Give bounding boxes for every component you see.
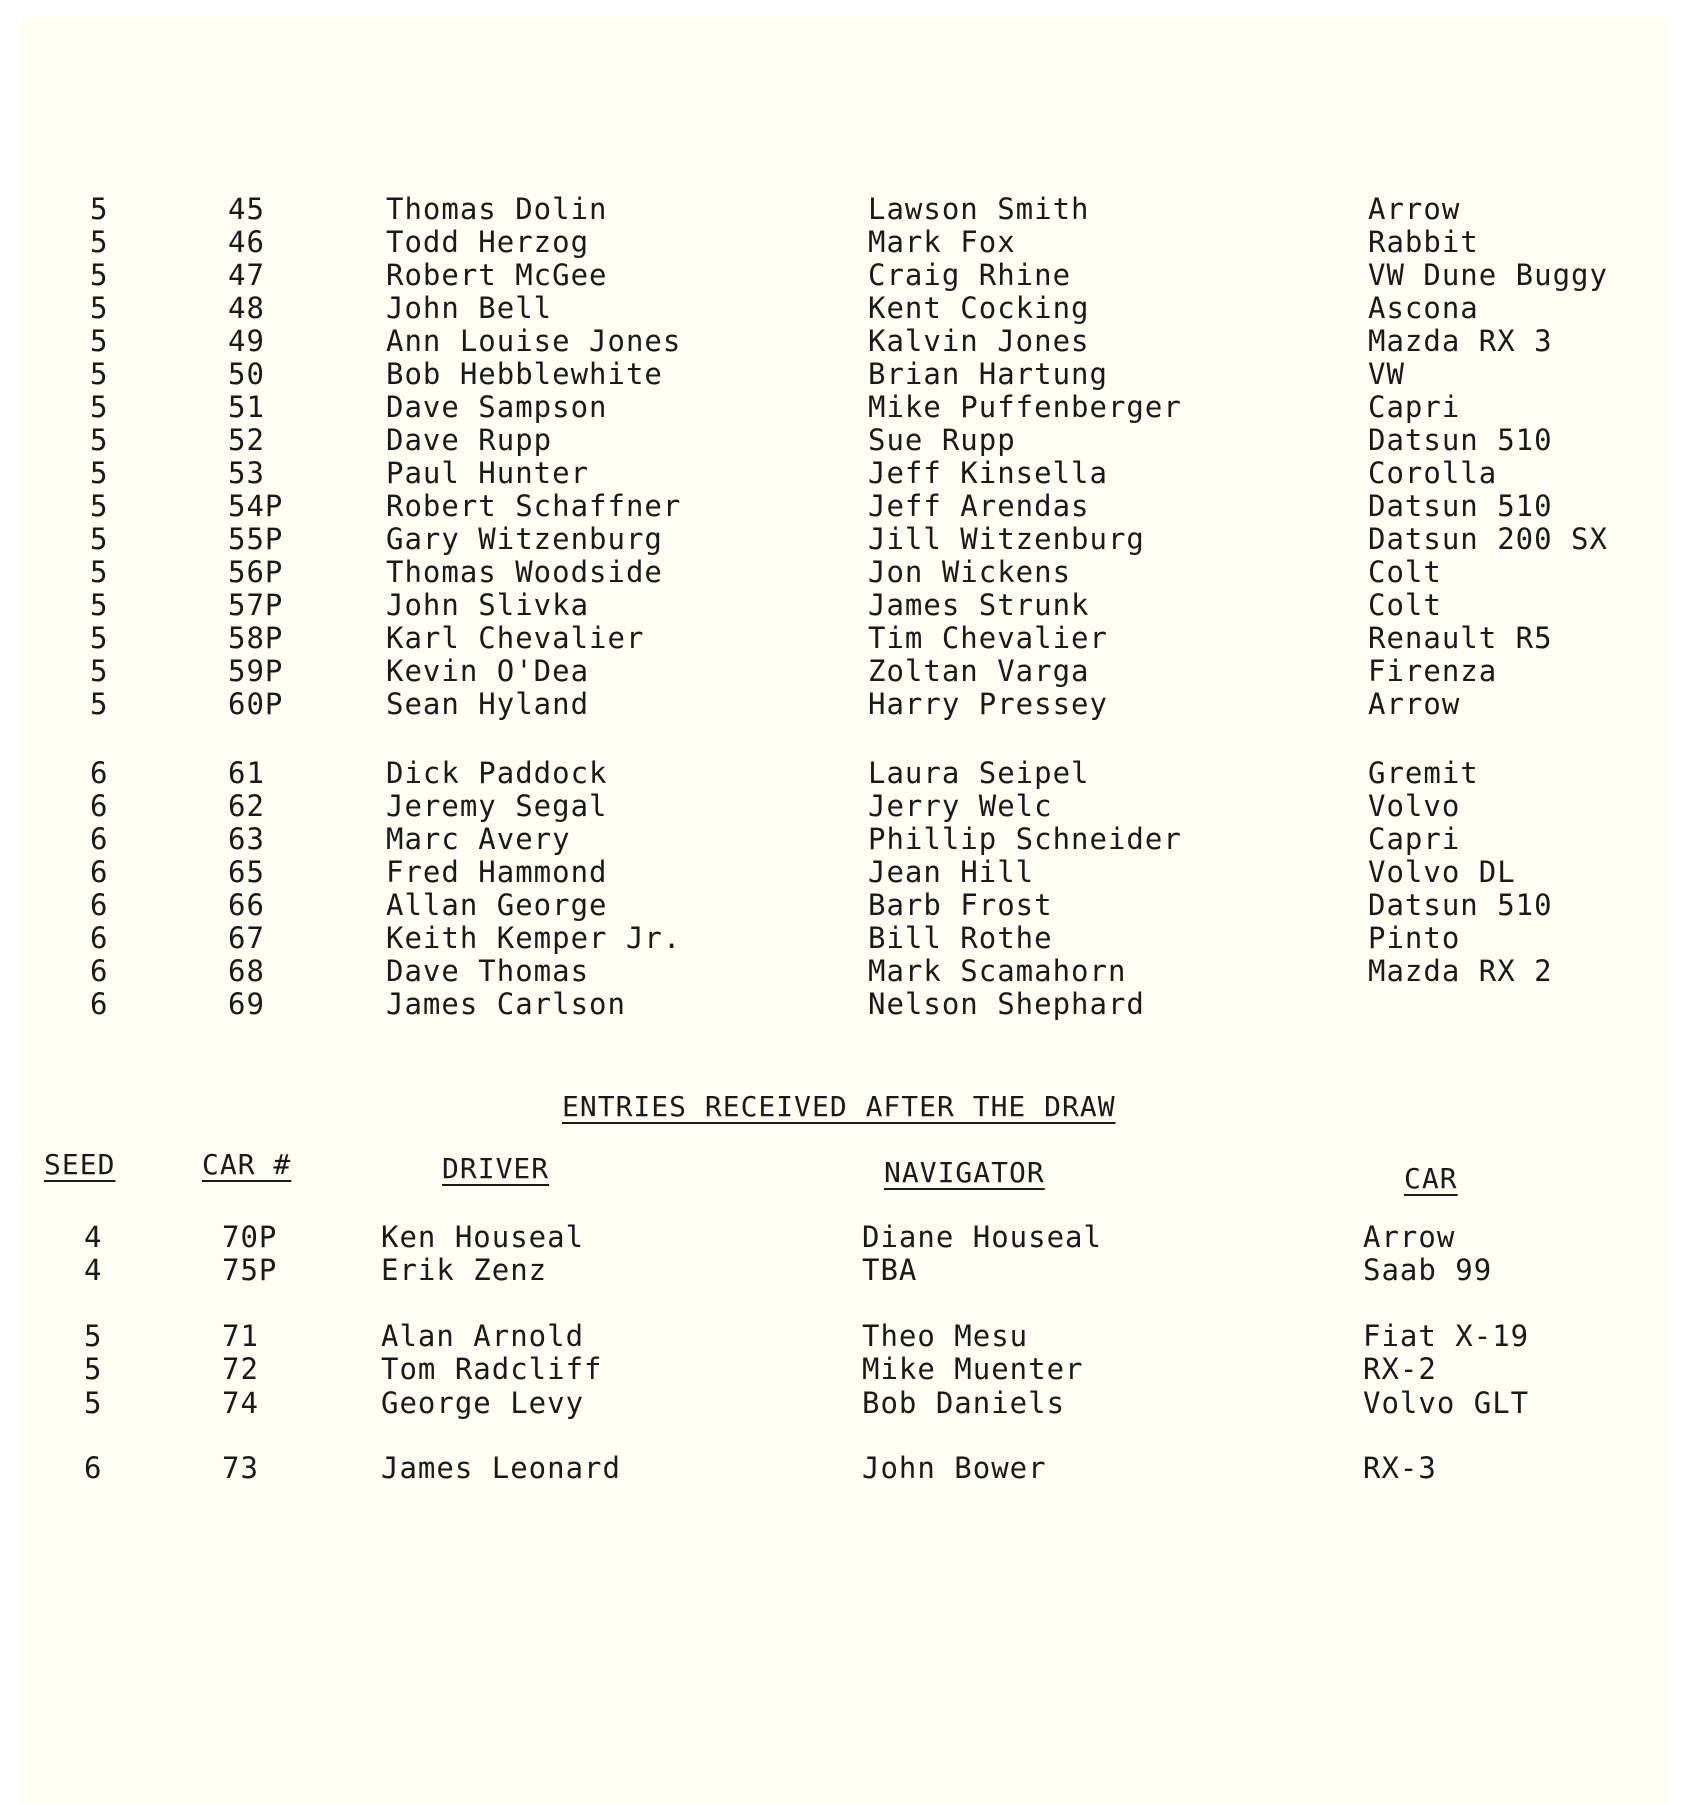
driver-cell: Ken Houseal [381,1220,585,1254]
car-number-cell: 49 [228,324,265,358]
seed-cell: 6 [90,921,109,955]
table-row [0,1451,1692,1485]
navigator-cell: Mark Fox [868,225,1016,259]
table-row [0,654,1692,688]
table-row [0,522,1692,556]
driver-cell: Karl Chevalier [386,621,645,655]
driver-cell: Robert McGee [386,258,608,292]
seed-cell: 5 [84,1319,103,1353]
car-model-cell: Capri [1368,390,1461,424]
driver-cell: Ann Louise Jones [386,324,682,358]
car-model-cell: Pinto [1368,921,1461,955]
driver-cell: Jeremy Segal [386,789,608,823]
driver-cell: Dick Paddock [386,756,608,790]
car-number-cell: 69 [228,987,265,1021]
car-model-cell: RX-2 [1363,1352,1437,1386]
car-model-cell: Datsun 510 [1368,423,1553,457]
navigator-cell: Mike Muenter [862,1352,1084,1386]
table-row [0,1319,1692,1353]
car-number-cell: 63 [228,822,265,856]
seed-cell: 6 [90,756,109,790]
navigator-cell: Tim Chevalier [868,621,1108,655]
seed-cell: 6 [90,822,109,856]
seed-cell: 5 [90,357,109,391]
car-number-cell: 67 [228,921,265,955]
car-model-cell: Volvo GLT [1363,1386,1530,1420]
car-number-cell: 68 [228,954,265,988]
seed-cell: 6 [90,855,109,889]
car-model-cell: Arrow [1368,687,1461,721]
driver-cell: Fred Hammond [386,855,608,889]
car-model-cell: Mazda RX 3 [1368,324,1553,358]
car-model-cell: Mazda RX 2 [1368,954,1553,988]
table-row [0,489,1692,523]
car-model-cell: Ascona [1368,291,1479,325]
seed-cell: 5 [90,522,109,556]
navigator-cell: Craig Rhine [868,258,1072,292]
driver-cell: Allan George [386,888,608,922]
driver-cell: Thomas Dolin [386,192,608,226]
seed-cell: 5 [90,225,109,259]
car-number-cell: 54P [228,489,284,523]
car-number-cell: 65 [228,855,265,889]
driver-cell: Thomas Woodside [386,555,663,589]
navigator-cell: Jon Wickens [868,555,1072,589]
driver-cell: Sean Hyland [386,687,590,721]
table-row [0,855,1692,889]
navigator-cell: Kalvin Jones [868,324,1090,358]
car-number-cell: 52 [228,423,265,457]
seed-cell: 5 [90,192,109,226]
table-row [0,987,1692,1021]
seed-cell: 6 [90,987,109,1021]
seed-cell: 5 [90,555,109,589]
seed-cell: 5 [90,291,109,325]
car-model-cell: Volvo DL [1368,855,1516,889]
seed-cell: 5 [90,489,109,523]
car-model-cell: Datsun 200 SX [1368,522,1608,556]
table-row [0,555,1692,589]
table-row [0,687,1692,721]
navigator-cell: Bob Daniels [862,1386,1066,1420]
table-row [0,456,1692,490]
table-row [0,291,1692,325]
header-driver: DRIVER [442,1152,550,1185]
header-car: CAR [1404,1162,1458,1195]
navigator-cell: Diane Houseal [862,1220,1102,1254]
driver-cell: John Slivka [386,588,590,622]
car-number-cell: 57P [228,588,284,622]
car-model-cell: Arrow [1363,1220,1456,1254]
driver-cell: Dave Sampson [386,390,608,424]
seed-cell: 5 [90,456,109,490]
car-number-cell: 66 [228,888,265,922]
car-model-cell: Datsun 510 [1368,489,1553,523]
car-number-cell: 58P [228,621,284,655]
navigator-cell: Jill Witzenburg [868,522,1145,556]
seed-cell: 6 [90,888,109,922]
table-row [0,921,1692,955]
driver-cell: Dave Thomas [386,954,590,988]
table-row [0,225,1692,259]
car-number-cell: 56P [228,555,284,589]
car-number-cell: 59P [228,654,284,688]
car-number-cell: 50 [228,357,265,391]
navigator-cell: Jerry Welc [868,789,1053,823]
driver-cell: George Levy [381,1386,585,1420]
navigator-cell: Phillip Schneider [868,822,1182,856]
car-model-cell: Capri [1368,822,1461,856]
table-row [0,324,1692,358]
car-number-cell: 71 [222,1319,259,1353]
car-number-cell: 45 [228,192,265,226]
car-number-cell: 72 [222,1352,259,1386]
car-number-cell: 70P [222,1220,278,1254]
seed-cell: 6 [90,789,109,823]
navigator-cell: Brian Hartung [868,357,1108,391]
seed-cell: 5 [90,324,109,358]
table-row [0,192,1692,226]
driver-cell: Tom Radcliff [381,1352,603,1386]
driver-cell: Marc Avery [386,822,571,856]
car-model-cell: Volvo [1368,789,1461,823]
table-row [0,258,1692,292]
car-number-cell: 61 [228,756,265,790]
table-row [0,390,1692,424]
car-model-cell: RX-3 [1363,1451,1437,1485]
car-model-cell: Datsun 510 [1368,888,1553,922]
car-number-cell: 55P [228,522,284,556]
car-model-cell: Renault R5 [1368,621,1553,655]
table-row [0,789,1692,823]
driver-cell: Paul Hunter [386,456,590,490]
table-row [0,588,1692,622]
car-model-cell: Colt [1368,588,1442,622]
car-model-cell: Arrow [1368,192,1461,226]
seed-cell: 5 [90,654,109,688]
seed-cell: 5 [90,258,109,292]
navigator-cell: Zoltan Varga [868,654,1090,688]
driver-cell: Todd Herzog [386,225,590,259]
seed-cell: 5 [84,1386,103,1420]
car-number-cell: 51 [228,390,265,424]
seed-cell: 6 [84,1451,103,1485]
driver-cell: Keith Kemper Jr. [386,921,682,955]
car-model-cell: Corolla [1368,456,1498,490]
header-car-number: CAR # [202,1148,292,1181]
header-navigator: NAVIGATOR [884,1156,1045,1189]
navigator-cell: John Bower [862,1451,1047,1485]
navigator-cell: Lawson Smith [868,192,1090,226]
car-number-cell: 48 [228,291,265,325]
table-row [0,1220,1692,1254]
navigator-cell: Harry Pressey [868,687,1108,721]
car-number-cell: 53 [228,456,265,490]
car-model-cell: Fiat X-19 [1363,1319,1530,1353]
navigator-cell: Kent Cocking [868,291,1090,325]
seed-cell: 5 [84,1352,103,1386]
car-model-cell: Saab 99 [1363,1253,1493,1287]
navigator-cell: TBA [862,1253,918,1287]
driver-cell: Robert Schaffner [386,489,682,523]
navigator-cell: Bill Rothe [868,921,1053,955]
seed-cell: 6 [90,954,109,988]
seed-cell: 5 [90,588,109,622]
navigator-cell: Mike Puffenberger [868,390,1182,424]
driver-cell: Dave Rupp [386,423,553,457]
driver-cell: Bob Hebblewhite [386,357,663,391]
car-number-cell: 73 [222,1451,259,1485]
car-model-cell: VW Dune Buggy [1368,258,1608,292]
navigator-cell: James Strunk [868,588,1090,622]
table-row [0,1352,1692,1386]
car-model-cell: VW [1368,357,1405,391]
table-row [0,954,1692,988]
driver-cell: Gary Witzenburg [386,522,663,556]
navigator-cell: Jeff Kinsella [868,456,1108,490]
navigator-cell: Jean Hill [868,855,1035,889]
navigator-cell: Jeff Arendas [868,489,1090,523]
navigator-cell: Barb Frost [868,888,1053,922]
navigator-cell: Sue Rupp [868,423,1016,457]
navigator-cell: Nelson Shephard [868,987,1145,1021]
driver-cell: Erik Zenz [381,1253,548,1287]
seed-cell: 5 [90,687,109,721]
driver-cell: Alan Arnold [381,1319,585,1353]
navigator-cell: Laura Seipel [868,756,1090,790]
driver-cell: James Leonard [381,1451,621,1485]
table-row [0,756,1692,790]
car-model-cell: Rabbit [1368,225,1479,259]
car-number-cell: 74 [222,1386,259,1420]
seed-cell: 4 [84,1253,103,1287]
car-number-cell: 46 [228,225,265,259]
table-row [0,1253,1692,1287]
navigator-cell: Theo Mesu [862,1319,1029,1353]
driver-cell: John Bell [386,291,553,325]
driver-cell: James Carlson [386,987,626,1021]
late-entries-title: ENTRIES RECEIVED AFTER THE DRAW [562,1090,1116,1123]
car-number-cell: 62 [228,789,265,823]
seed-cell: 5 [90,423,109,457]
seed-cell: 4 [84,1220,103,1254]
table-row [0,423,1692,457]
table-row [0,621,1692,655]
car-model-cell: Gremit [1368,756,1479,790]
seed-cell: 5 [90,390,109,424]
header-seed: SEED [44,1148,116,1181]
seed-cell: 5 [90,621,109,655]
table-row [0,1386,1692,1420]
car-number-cell: 60P [228,687,284,721]
navigator-cell: Mark Scamahorn [868,954,1127,988]
table-row [0,357,1692,391]
car-model-cell: Colt [1368,555,1442,589]
car-number-cell: 75P [222,1253,278,1287]
driver-cell: Kevin O'Dea [386,654,590,688]
car-model-cell: Firenza [1368,654,1498,688]
table-row [0,822,1692,856]
table-row [0,888,1692,922]
car-number-cell: 47 [228,258,265,292]
